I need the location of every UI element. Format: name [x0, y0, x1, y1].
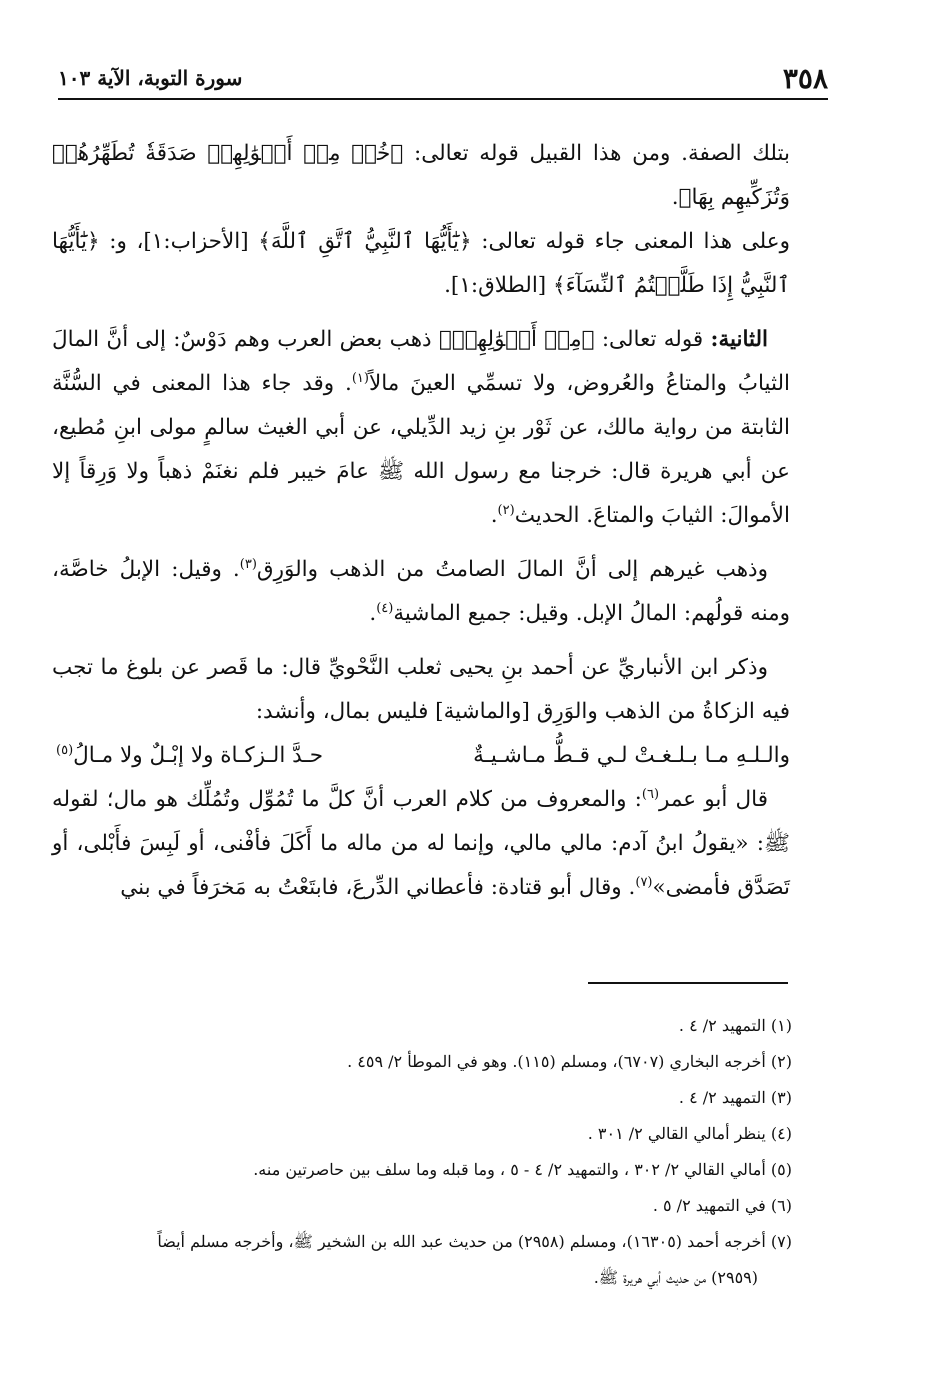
footnote-ref[interactable]: (٢) [497, 502, 515, 518]
footnote-7-continued: (٢٩٥٩) من حديث أبي هريرة ﷺ. [593, 1268, 758, 1287]
section-lead: الثانية: [710, 327, 769, 352]
footnote-ref[interactable]: (٦) [641, 786, 660, 802]
footnote-1: (١) التمهيد ٢/ ٤ . [678, 1016, 792, 1035]
quran-verse: ﴿خُذۡ مِنۡ أَمۡوَٰلِهِمۡ صَدَقَةٗ تُطَهِّرُهُمۡ وَتُزَكِّيهِم بِهَا﴾ [52, 141, 790, 210]
main-text [52, 132, 790, 910]
paragraph-1: بتلك الصفة. ومن هذا القبيل قوله تعالى: ﴿خُذۡ مِنۡ أَمۡوَٰلِهِمۡ صَدَقَةٗ تُطَهِّرُهُمۡ وَتُزَكِّيهِم بِهَا﴾. وعلى هذا المعنى جاء قوله تعالى: ﴿يَٰٓأَيُّهَا ٱلنَّبِيُّ ٱتَّقِ ٱللَّهَ﴾ [الأحزاب:١]، و: ﴿يَٰٓأَيُّهَا ٱلنَّبِيُّ إِذَا طَلَّقۡتُمُ ٱلنِّسَآءَ﴾ [الطلاق:١]. [52, 141, 791, 298]
footnote-ref[interactable]: (٧) [635, 874, 653, 890]
quran-verse: ﴿يَٰٓأَيُّهَا ٱلنَّبِيُّ إِذَا طَلَّقۡتُمُ ٱلنِّسَآءَ﴾ [52, 229, 790, 298]
quran-verse: ﴿يَٰٓأَيُّهَا ٱلنَّبِيُّ ٱتَّقِ ٱللَّهَ﴾ [258, 229, 472, 254]
running-title: سورة التوبة، الآية ١٠٣ [58, 66, 243, 90]
footnotes [52, 1008, 792, 1296]
paragraph-4: وذكر ابن الأنباريِّ عن أحمد بنِ يحيى ثعلب النَّحْويِّ قال: ما قَصر عن بلوغ ما تجب فيه الزكاةُ من الذهب والوَرِق [والماشية] فليس بمال، وأنشد: [52, 655, 790, 724]
verse-second-hemistich: حـدَّ الـزكـاة ولا إبْـلٌ ولا مـالُ$^{(٥)}$ [56, 742, 324, 768]
footnote-7: (٧) أخرجه أحمد (١٦٣٠٥)، ومسلم (٢٩٥٨) من حديث عبد الله بن الشخير ﷺ، وأخرجه مسلم أيضاً [157, 1232, 792, 1251]
page-header [58, 58, 828, 100]
footnote-3: (٣) التمهيد ٢/ ٤ . [678, 1088, 792, 1107]
paragraph-3: وذهب غيرهم إلى أنَّ المالَ الصامتُ من الذهب والوَرِق$^{(٣)}$. وقيل: الإبلُ خاصَّة، ومنه قولُهم: المالُ الإبل. وقيل: جميع الماشية$^{(٤)}$. [52, 556, 790, 626]
footnote-5: (٥) أمالي القالي ٢/ ٣٠٢ ، والتمهيد ٢/ ٤ - ٥ ، وما قبله وما سلف بين حاصرتين منه. [253, 1160, 792, 1179]
poetry-verse [52, 734, 790, 778]
paragraph-5: قال أبو عمر$^{(٦)}$: والمعروف من كلام العرب أنَّ كلَّ ما تُمُوِّل وتُمُلِّك هو مال؛ لقوله ﷺ: «يقولُ ابنُ آدم: مالي مالي، وإنما له من ماله ما أَكَلَ فأفْنى، أو لَبِسَ فأَبْلى، أو تَصَدَّق فأمضى»$^{(٧)}$. وقال أبو قتادة: فأعطاني الدِّرعَ، فابتَعْتُ به مَخرَفاً في بني [52, 786, 790, 900]
quran-verse: ﴿مِنۡ أَمۡوَٰلِهِمۡ﴾ [438, 327, 595, 352]
footnote-6: (٦) في التمهيد ٢/ ٥ . [652, 1196, 792, 1215]
footnote-divider [588, 982, 788, 984]
footnote-ref[interactable]: (٥) [56, 742, 74, 758]
footnote-ref[interactable]: (٣) [239, 556, 257, 572]
verse-first-hemistich: والـلـهِ مـا بـلـغـتْ لـي قـطُّ مـاشـيـةٌ [473, 743, 790, 768]
page-number: ٣٥٨ [782, 62, 828, 95]
footnote-4: (٤) ينظر أمالي القالي ٢/ ٣٠١ . [587, 1124, 792, 1143]
paragraph-2: الثانية: قوله تعالى: ﴿مِنۡ أَمۡوَٰلِهِمۡ﴾ ذهب بعض العرب وهم دَوْسٌ: إلى أنَّ المالَ الثيابُ والمتاعُ والعُروض، ولا تسمِّي العينَ مالاً$^{(١)}$. وقد جاء هذا المعنى في السُّنَّة الثابتة من رواية مالك، عن ثَوْر بنِ زيد الدِّيلي، عن أبي الغيث سالمٍ مولى ابنِ مُطيع، عن أبي هريرة قال: خرجنا مع رسول الله ﷺ عامَ خيبر فلم نغنَمْ ذهباً ولا وَرِقاً إلا الأموالَ: الثيابَ والمتاعَ. الحديث$^{(٢)}$. [52, 327, 790, 528]
footnote-ref[interactable]: (٤) [376, 600, 394, 616]
footnote-2: (٢) أخرجه البخاري (٦٧٠٧)، ومسلم (١١٥). وهو في الموطأ ٢/ ٤٥٩ . [347, 1052, 792, 1071]
footnote-ref[interactable]: (١) [351, 370, 369, 386]
